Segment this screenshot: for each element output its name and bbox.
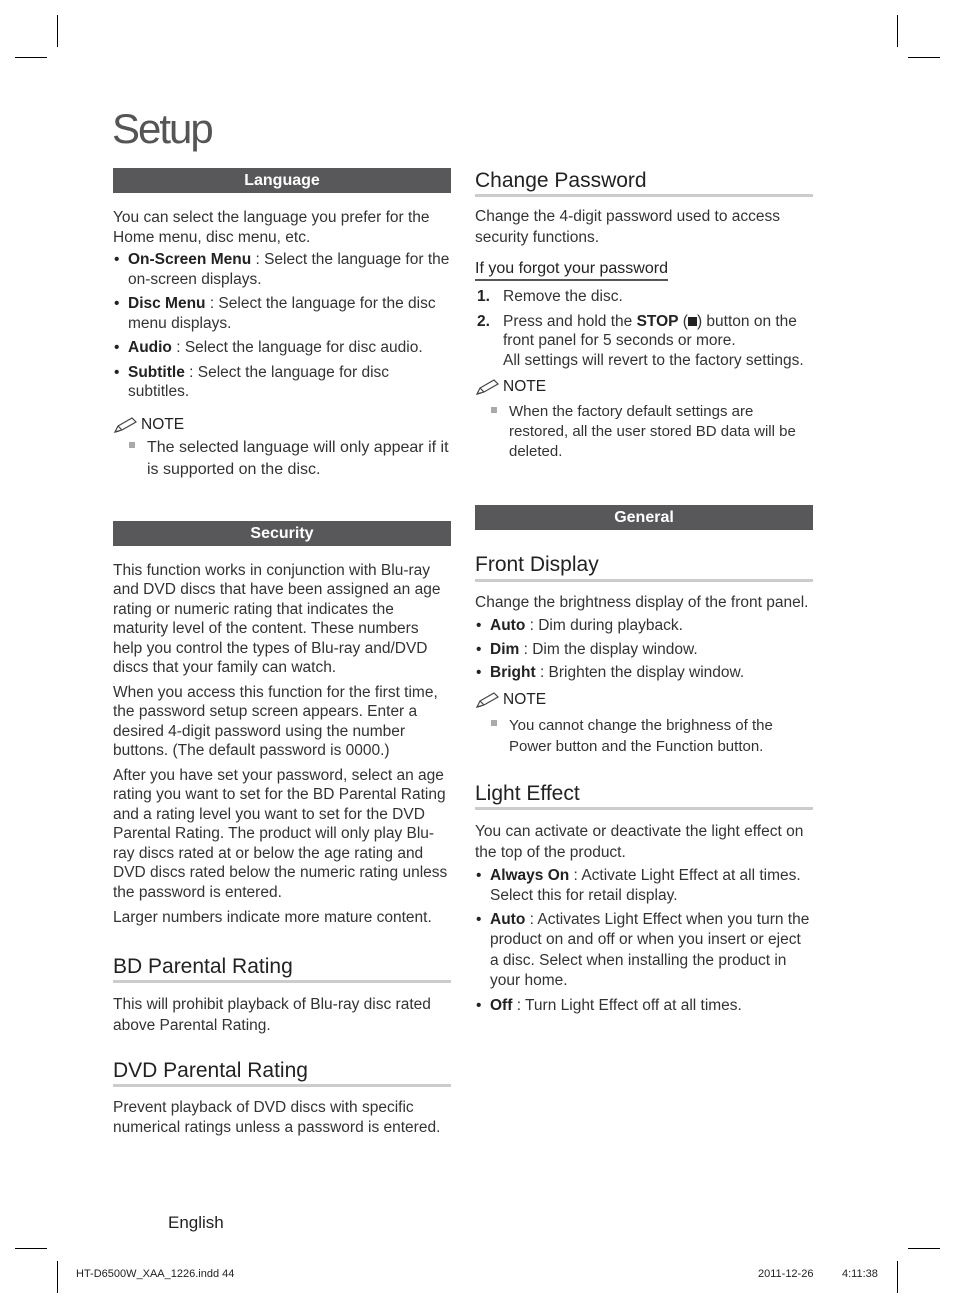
change-password-text: Change the 4-digit password used to access security functions. xyxy=(475,208,781,247)
forgot-password-block xyxy=(475,259,813,281)
note-list xyxy=(475,402,813,462)
note-text: You cannot change the brighness of the Power button and the Function button. xyxy=(509,716,773,755)
stop-button-label: STOP xyxy=(636,312,679,330)
list-desc: : Select the language for disc subtitles. xyxy=(128,363,390,400)
crop-mark xyxy=(15,57,47,58)
dvd-parental-heading: DVD Parental Rating xyxy=(113,1058,451,1087)
list-term: Subtitle xyxy=(128,363,185,381)
crop-mark xyxy=(908,57,940,58)
page-title: Setup xyxy=(112,105,212,152)
step-text: Press and hold the xyxy=(503,312,637,330)
note-heading xyxy=(475,691,813,709)
note-label: NOTE xyxy=(503,690,547,708)
list-desc: : Dim the display window. xyxy=(519,640,698,658)
list-term: Audio xyxy=(128,339,172,356)
list-item xyxy=(113,338,451,358)
pencil-icon xyxy=(475,378,501,396)
list-item xyxy=(113,250,451,289)
crop-mark xyxy=(15,1248,47,1249)
list-item xyxy=(475,640,813,660)
crop-mark xyxy=(57,15,58,47)
note-item xyxy=(113,437,451,481)
list-item xyxy=(113,363,451,402)
list-item xyxy=(475,616,813,636)
front-display-heading: Front Display xyxy=(475,552,813,581)
step-extra: All settings will revert to the factory settings. xyxy=(503,351,804,369)
language-intro: You can select the language you prefer for the Home menu, disc menu, etc. xyxy=(113,209,430,246)
front-display-list xyxy=(475,616,813,683)
footer-language: English xyxy=(168,1213,224,1232)
list-term: Bright xyxy=(490,664,536,682)
light-effect-intro: You can activate or deactivate the light effect on the top of the product. xyxy=(475,822,804,861)
crop-mark xyxy=(908,1248,940,1249)
step-text: ( xyxy=(678,312,688,330)
security-paragraph: Larger numbers indicate more mature content. xyxy=(113,909,432,926)
list-term: Always On xyxy=(490,866,570,884)
security-paragraph: After you have set your password, select an age rating you want to set for the BD Parental Rating and a rating level you want to set for the DVD Parental Rating. The product will only play Blu-ray discs rated at or below the age rating and DVD discs rated below the numeric rating unless the password is entered. xyxy=(113,766,448,901)
list-term: Auto xyxy=(490,910,526,928)
note-list xyxy=(113,437,451,481)
square-bullet-icon xyxy=(491,407,497,413)
note-item xyxy=(475,715,813,757)
step-number: 2. xyxy=(477,312,490,330)
left-column xyxy=(113,168,451,1138)
dvd-parental-text: Prevent playback of DVD discs with specific numerical ratings unless a password is entered. xyxy=(113,1098,441,1136)
square-bullet-icon xyxy=(491,720,497,726)
general-section-bar: General xyxy=(475,505,813,530)
list-desc: : Dim during playback. xyxy=(525,617,683,635)
note-label: NOTE xyxy=(141,415,185,433)
stop-icon xyxy=(688,317,697,326)
list-item xyxy=(475,996,813,1016)
step-text: ) button on the front panel for 5 seconds or more. xyxy=(503,312,797,350)
steps-list xyxy=(475,287,813,370)
crop-mark xyxy=(897,1261,898,1293)
step-item xyxy=(475,312,813,371)
light-effect-list xyxy=(475,866,813,1016)
list-desc: : Brighten the display window. xyxy=(535,664,745,682)
crop-mark xyxy=(57,1261,58,1293)
list-item xyxy=(475,866,813,906)
slug-time: 4:11:38 xyxy=(842,1268,878,1280)
list-item xyxy=(475,910,813,992)
note-text: The selected language will only appear if it is supported on the disc. xyxy=(147,438,449,478)
note-heading xyxy=(475,378,813,396)
step-item xyxy=(475,287,813,307)
list-term: On-Screen Menu xyxy=(128,251,252,268)
list-desc: : Turn Light Effect off at all times. xyxy=(512,996,742,1014)
note-label: NOTE xyxy=(503,378,547,396)
list-desc: : Select the language for disc audio. xyxy=(171,339,423,356)
note-item xyxy=(475,402,813,462)
list-desc: : Select the language for the on-screen displays. xyxy=(128,251,450,288)
step-text: Remove the disc. xyxy=(503,288,623,306)
bd-parental-heading: BD Parental Rating xyxy=(113,954,451,983)
forgot-password-heading: If you forgot your password xyxy=(475,259,668,281)
list-desc: : Activates Light Effect when you turn the product on and off or when you insert or eject a disc. Select when installing the product in your home. xyxy=(490,910,810,990)
security-paragraph: This function works in conjunction with Blu-ray and DVD discs that have been assigned an age rating or numeric rating that indicates the maturity level of the content. These numbers help you control the types of Blu-ray and/DVD discs that your family can watch. xyxy=(113,561,441,676)
change-password-heading: Change Password xyxy=(475,168,813,197)
right-column xyxy=(475,168,813,1015)
note-heading xyxy=(113,416,451,434)
slug-date: 2011-12-26 xyxy=(758,1268,814,1280)
language-list xyxy=(113,250,451,402)
note-text: When the factory default settings are restored, all the user stored BD data will be deleted. xyxy=(509,403,796,461)
list-term: Off xyxy=(490,996,513,1014)
crop-mark xyxy=(897,15,898,47)
security-paragraph: When you access this function for the first time, the password setup screen appears. Enter a desired 4-digit password using the number buttons. (The default password is 0000.) xyxy=(113,683,438,759)
list-term: Disc Menu xyxy=(128,295,206,312)
security-section-bar: Security xyxy=(113,521,451,546)
note-list xyxy=(475,715,813,757)
list-term: Auto xyxy=(490,617,526,635)
front-display-intro: Change the brightness display of the front panel. xyxy=(475,593,809,611)
list-item xyxy=(475,663,813,683)
slug-file: HT-D6500W_XAA_1226.indd 44 xyxy=(76,1268,235,1280)
step-number: 1. xyxy=(477,288,490,306)
pencil-icon xyxy=(113,416,139,434)
bd-parental-text: This will prohibit playback of Blu-ray disc rated above Parental Rating. xyxy=(113,995,431,1034)
language-section-bar: Language xyxy=(113,168,451,193)
list-term: Dim xyxy=(490,640,520,658)
light-effect-heading: Light Effect xyxy=(475,781,813,810)
list-item xyxy=(113,294,451,333)
list-desc: : Activate Light Effect at all times. Select this for retail display. xyxy=(490,866,801,904)
list-desc: : Select the language for the disc menu displays. xyxy=(128,295,436,332)
pencil-icon xyxy=(475,691,501,709)
square-bullet-icon xyxy=(129,442,135,448)
